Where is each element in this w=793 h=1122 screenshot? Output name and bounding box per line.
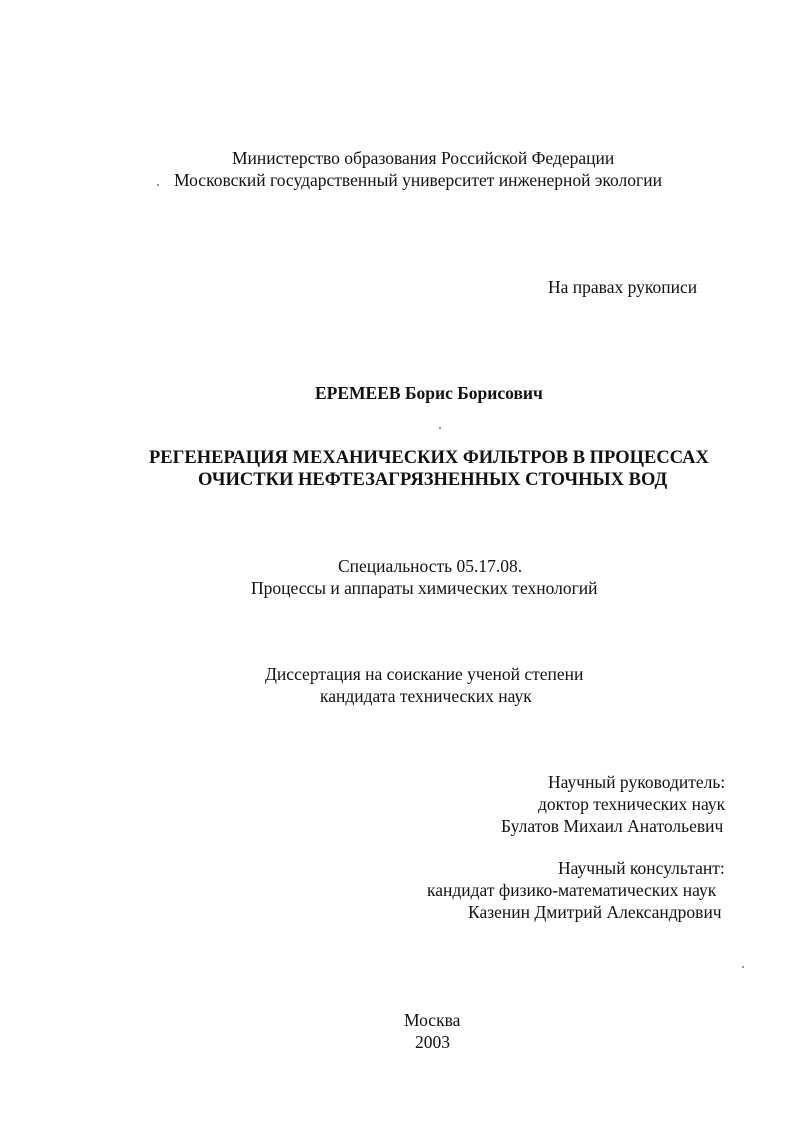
specialty-code: Специальность 05.17.08.	[338, 556, 523, 576]
year: 2003	[415, 1032, 450, 1052]
city: Москва	[404, 1010, 461, 1030]
manuscript-note: На правах рукописи	[548, 277, 698, 297]
supervisor-name: Булатов Михаил Анатольевич	[501, 816, 724, 836]
university-name: Московский государственный университет инженерной экологии	[174, 170, 662, 190]
scan-speck	[439, 427, 441, 429]
scan-speck	[157, 184, 159, 186]
consultant-role: Научный консультант:	[558, 858, 725, 878]
consultant-degree: кандидат физико-математических наук	[427, 880, 717, 900]
degree-line-1: Диссертация на соискание ученой степени	[265, 664, 584, 684]
degree-line-2: кандидата технических наук	[320, 686, 532, 706]
scan-speck	[742, 966, 744, 968]
consultant-name: Казенин Дмитрий Александрович	[468, 902, 722, 922]
author-name: ЕРЕМЕЕВ Борис Борисович	[315, 383, 543, 403]
dissertation-title-line-1: РЕГЕНЕРАЦИЯ МЕХАНИЧЕСКИХ ФИЛЬТРОВ В ПРОЦЕССАХ	[149, 448, 709, 468]
supervisor-degree: доктор технических наук	[538, 794, 726, 814]
supervisor-role: Научный руководитель:	[548, 772, 726, 792]
specialty-name: Процессы и аппараты химических технологий	[251, 578, 598, 598]
dissertation-title-line-2: ОЧИСТКИ НЕФТЕЗАГРЯЗНЕННЫХ СТОЧНЫХ ВОД	[198, 470, 668, 490]
ministry-name: Министерство образования Российской Федерации	[232, 148, 615, 168]
